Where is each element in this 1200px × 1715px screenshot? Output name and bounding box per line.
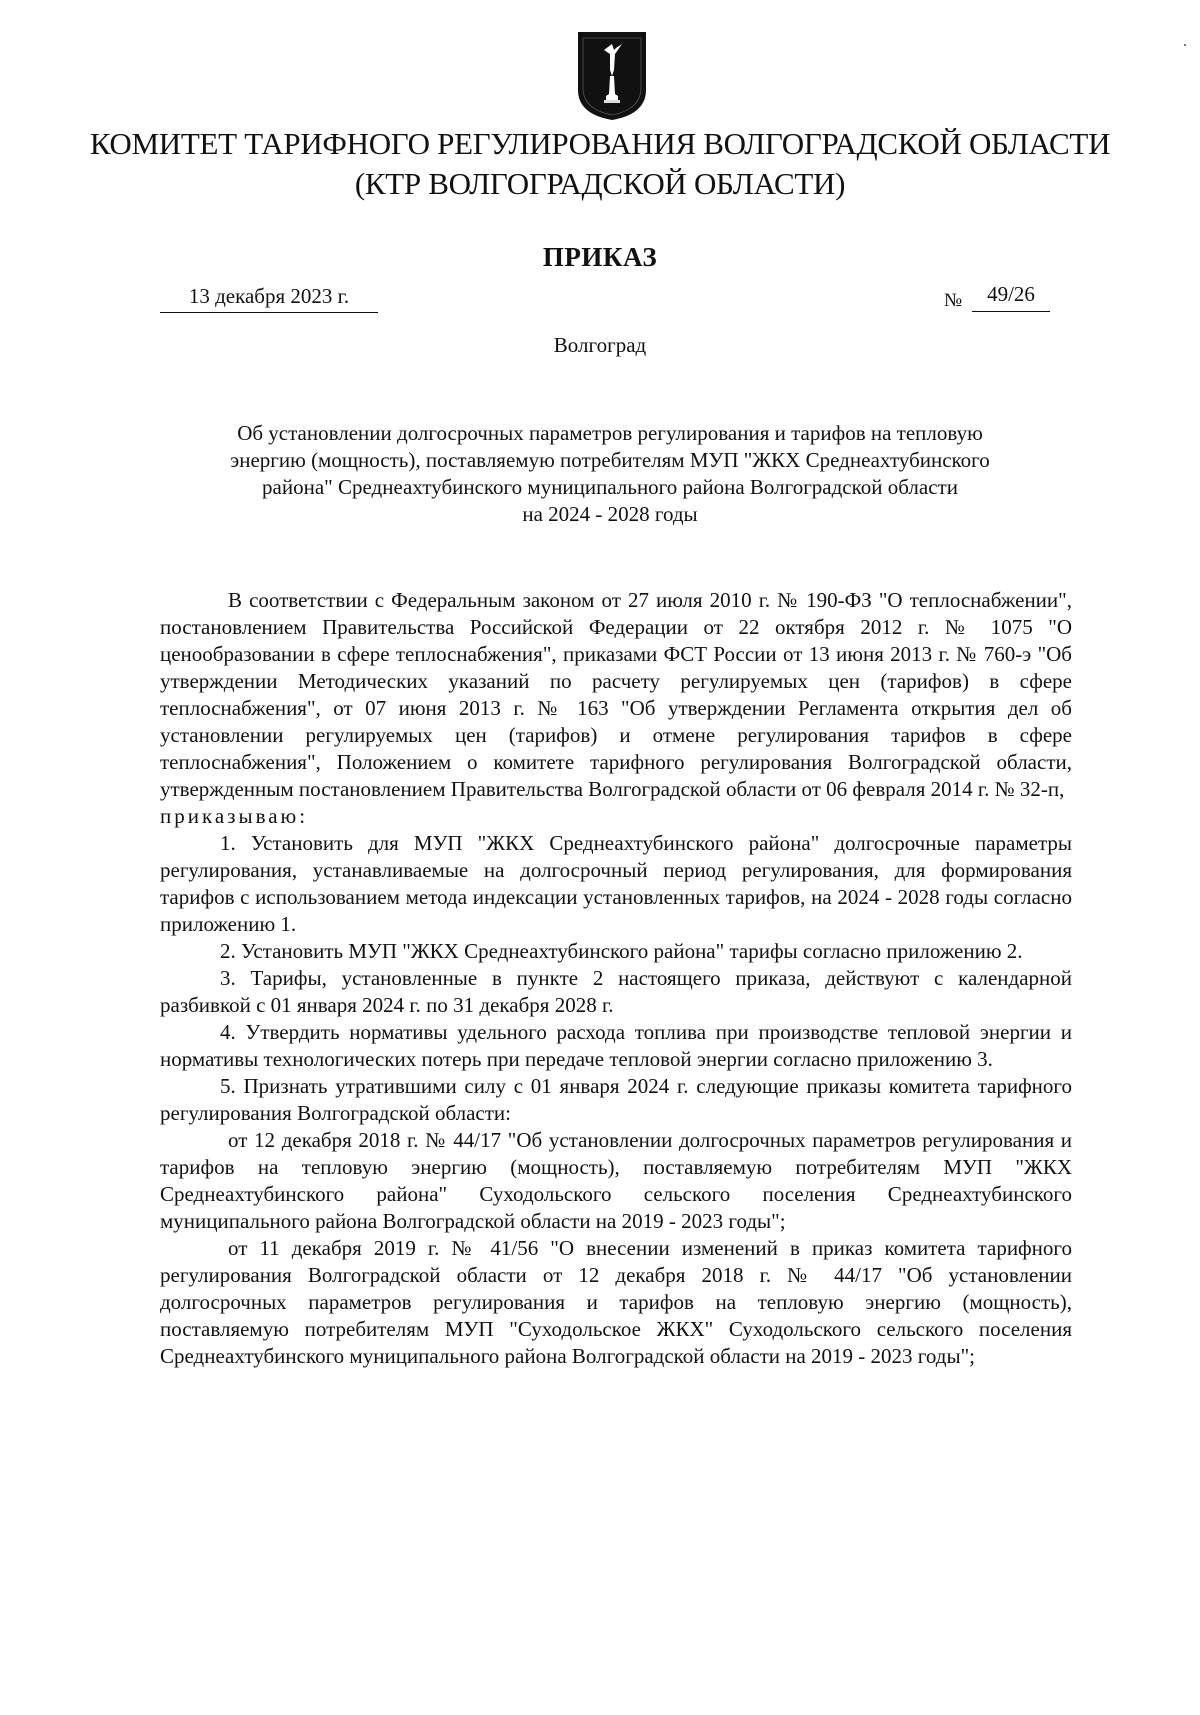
order-subject <box>160 420 1060 528</box>
order-date: 13 декабря 2023 г. <box>160 284 378 313</box>
order-item-1: 1. Установить для МУП "ЖКХ Среднеахтубинского района" долгосрочные параметры регулирования, устанавливаемые на долгосрочный период регулирования, для формирования тарифов с использованием метода индексации установленных тарифов, на 2024 - 2028 годы согласно приложению 1. <box>160 831 1072 936</box>
order-item-2: 2. Установить МУП "ЖКХ Среднеахтубинского района" тарифы согласно приложению 2. <box>220 939 1023 963</box>
subject-line: Об установлении долгосрочных параметров регулирования и тарифов на тепловую <box>237 421 983 445</box>
document-title: ПРИКАЗ <box>542 242 658 272</box>
volgograd-coat-of-arms-icon <box>576 30 648 122</box>
order-item-5-sub-2: от 11 декабря 2019 г. № 41/56 "О внесении изменений в приказ комитета тарифного регулирования Волгоградской области от 12 декабря 2018 г. № 44/17 "Об установлении долгосрочных параметров регулирования и тарифов на тепловую энергию (мощность), поставляемую потребителям МУП "Суходольское ЖКХ" Суходольского сельского поселения Среднеахтубинского муниципального района Волгоградской области на 2019 - 2023 годы"; <box>160 1236 1072 1368</box>
subject-line: на 2024 - 2028 годы <box>522 502 698 526</box>
order-number-sign: № <box>944 290 963 311</box>
preamble-paragraph: В соответствии с Федеральным законом от 27 июля 2010 г. № 190-ФЗ "О теплоснабжении", постановлением Правительства Российской Федерации от 22 октября 2012 г. № 1075 "О ценообразовании в сфере теплоснабжения", приказами ФСТ России от 13 июня 2013 г. № 760-э "Об утверждении Методических указаний по расчету регулируемых цен (тарифов) в сфере теплоснабжения", от 07 июня 2013 г. № 163 "Об утверждении Регламента открытия дел об установлении регулируемых цен (тарифов) и отмене регулирования тарифов в сфере теплоснабжения", Положением о комитете тарифного регулирования Волгоградской области, утвержденным постановлением Правительства Волгоградской области от 06 февраля 2014 г. № 32-п, <box>160 588 1072 801</box>
order-number: 49/26 <box>972 282 1050 312</box>
subject-line: энергию (мощность), поставляемую потребителям МУП "ЖКХ Среднеахтубинского <box>230 448 990 472</box>
order-body <box>160 587 1072 1370</box>
scan-speck <box>1184 44 1186 46</box>
organization-name <box>0 124 1200 204</box>
order-item-5: 5. Признать утратившими силу с 01 января 2024 г. следующие приказы комитета тарифного регулирования Волгоградской области: <box>160 1074 1072 1125</box>
subject-line: района" Среднеахтубинского муниципального района Волгоградской области <box>262 475 958 499</box>
organization-name-line1: КОМИТЕТ ТАРИФНОГО РЕГУЛИРОВАНИЯ ВОЛГОГРАДСКОЙ ОБЛАСТИ <box>89 126 1111 161</box>
order-item-3: 3. Тарифы, установленные в пункте 2 настоящего приказа, действуют с календарной разбивкой с 01 января 2024 г. по 31 декабря 2028 г. <box>160 966 1072 1017</box>
order-item-4: 4. Утвердить нормативы удельного расхода топлива при производстве тепловой энергии и нормативы технологических потерь при передаче тепловой энергии согласно приложению 3. <box>160 1020 1072 1071</box>
organization-name-line2: (КТР ВОЛГОГРАДСКОЙ ОБЛАСТИ) <box>354 166 846 201</box>
order-directive-word: приказываю: <box>160 804 309 828</box>
order-city: Волгоград <box>553 333 647 357</box>
order-item-5-sub-1: от 12 декабря 2018 г. № 44/17 "Об установлении долгосрочных параметров регулирования и тарифов на тепловую энергию (мощность), поставляемую потребителям МУП "ЖКХ Среднеахтубинского района" Суходольского сельского поселения Среднеахтубинского муниципального района Волгоградской области на 2019 - 2023 годы"; <box>160 1128 1072 1233</box>
